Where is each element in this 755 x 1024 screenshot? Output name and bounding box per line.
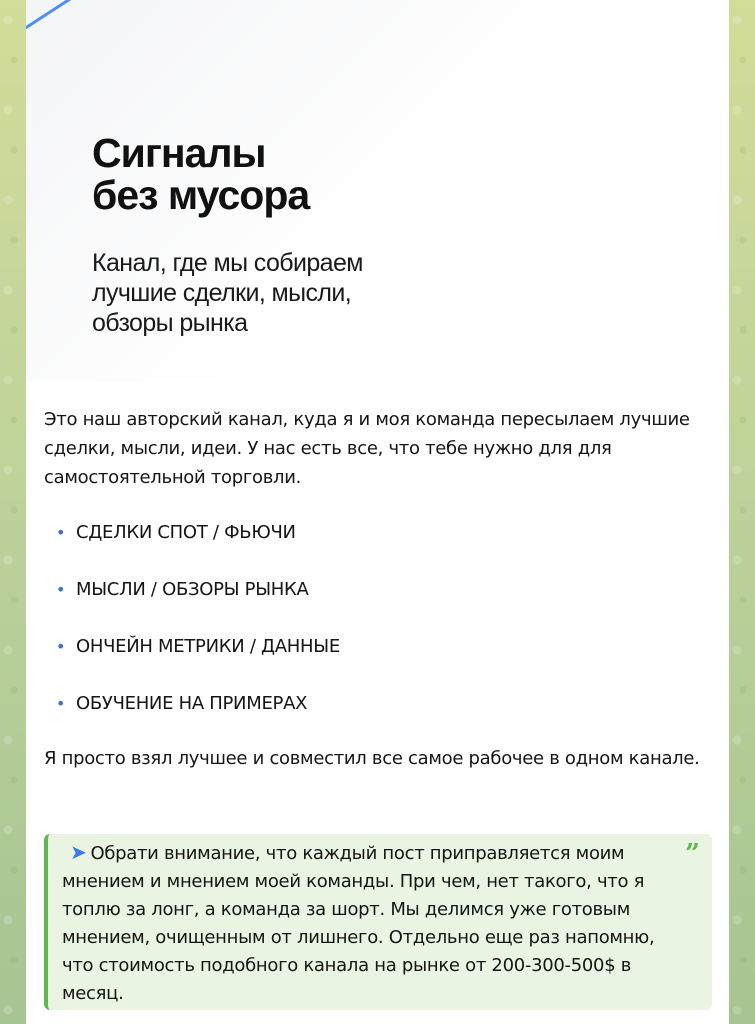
bullet-icon: • — [56, 523, 66, 542]
bullet-icon: • — [56, 637, 66, 656]
message-image[interactable] — [26, 0, 729, 382]
image-accent-stroke — [26, 0, 113, 33]
bullet-icon: • — [56, 694, 66, 713]
arrow-right-icon: ➤ — [70, 840, 87, 864]
channel-message — [26, 0, 729, 1024]
list-item-label: ОНЧЕЙН МЕТРИКИ / ДАННЫЕ — [76, 636, 340, 657]
list-item — [56, 518, 340, 575]
list-item — [56, 575, 340, 632]
list-item-label: ОБУЧЕНИЕ НА ПРИМЕРАХ — [76, 693, 308, 714]
post-closing: Я просто взял лучшее и совместил все самое рабочее в одном канале. — [44, 748, 700, 769]
chat-background-left — [0, 0, 26, 1024]
list-item — [56, 689, 340, 746]
blockquote — [44, 834, 712, 1010]
list-item — [56, 632, 340, 689]
quote-icon: ” — [685, 839, 700, 869]
list-item-label: СДЕЛКИ СПОТ / ФЬЮЧИ — [76, 522, 296, 543]
post-intro: Это наш авторский канал, куда я и моя команда пересылаем лучшие сделки, мысли, идеи. У нас есть все, что тебе нужно для для самостоятельной торговли. — [44, 409, 690, 488]
image-subline: Канал, где мы собираем лучшие сделки, мысли, обзоры рынка — [92, 249, 363, 337]
list-item-label: МЫСЛИ / ОБЗОРЫ РЫНКА — [76, 579, 309, 600]
bullet-icon: • — [56, 580, 66, 599]
image-headline: Сигналы без мусора — [92, 130, 310, 218]
feature-list — [56, 518, 340, 746]
blockquote-text — [62, 838, 684, 1008]
blockquote-body: Обрати внимание, что каждый пост приправляется моим мнением и мнением моей команды. При чем, нет такого, что я топлю за лонг, а команда за шорт. Мы делимся уже готовым мнением, очищенным от лишнего. Отдельно еще раз напомню, что стоимость подобного канала на рынке от 200-300-500$ в месяц. — [62, 843, 655, 1004]
chat-background-right — [729, 0, 755, 1024]
